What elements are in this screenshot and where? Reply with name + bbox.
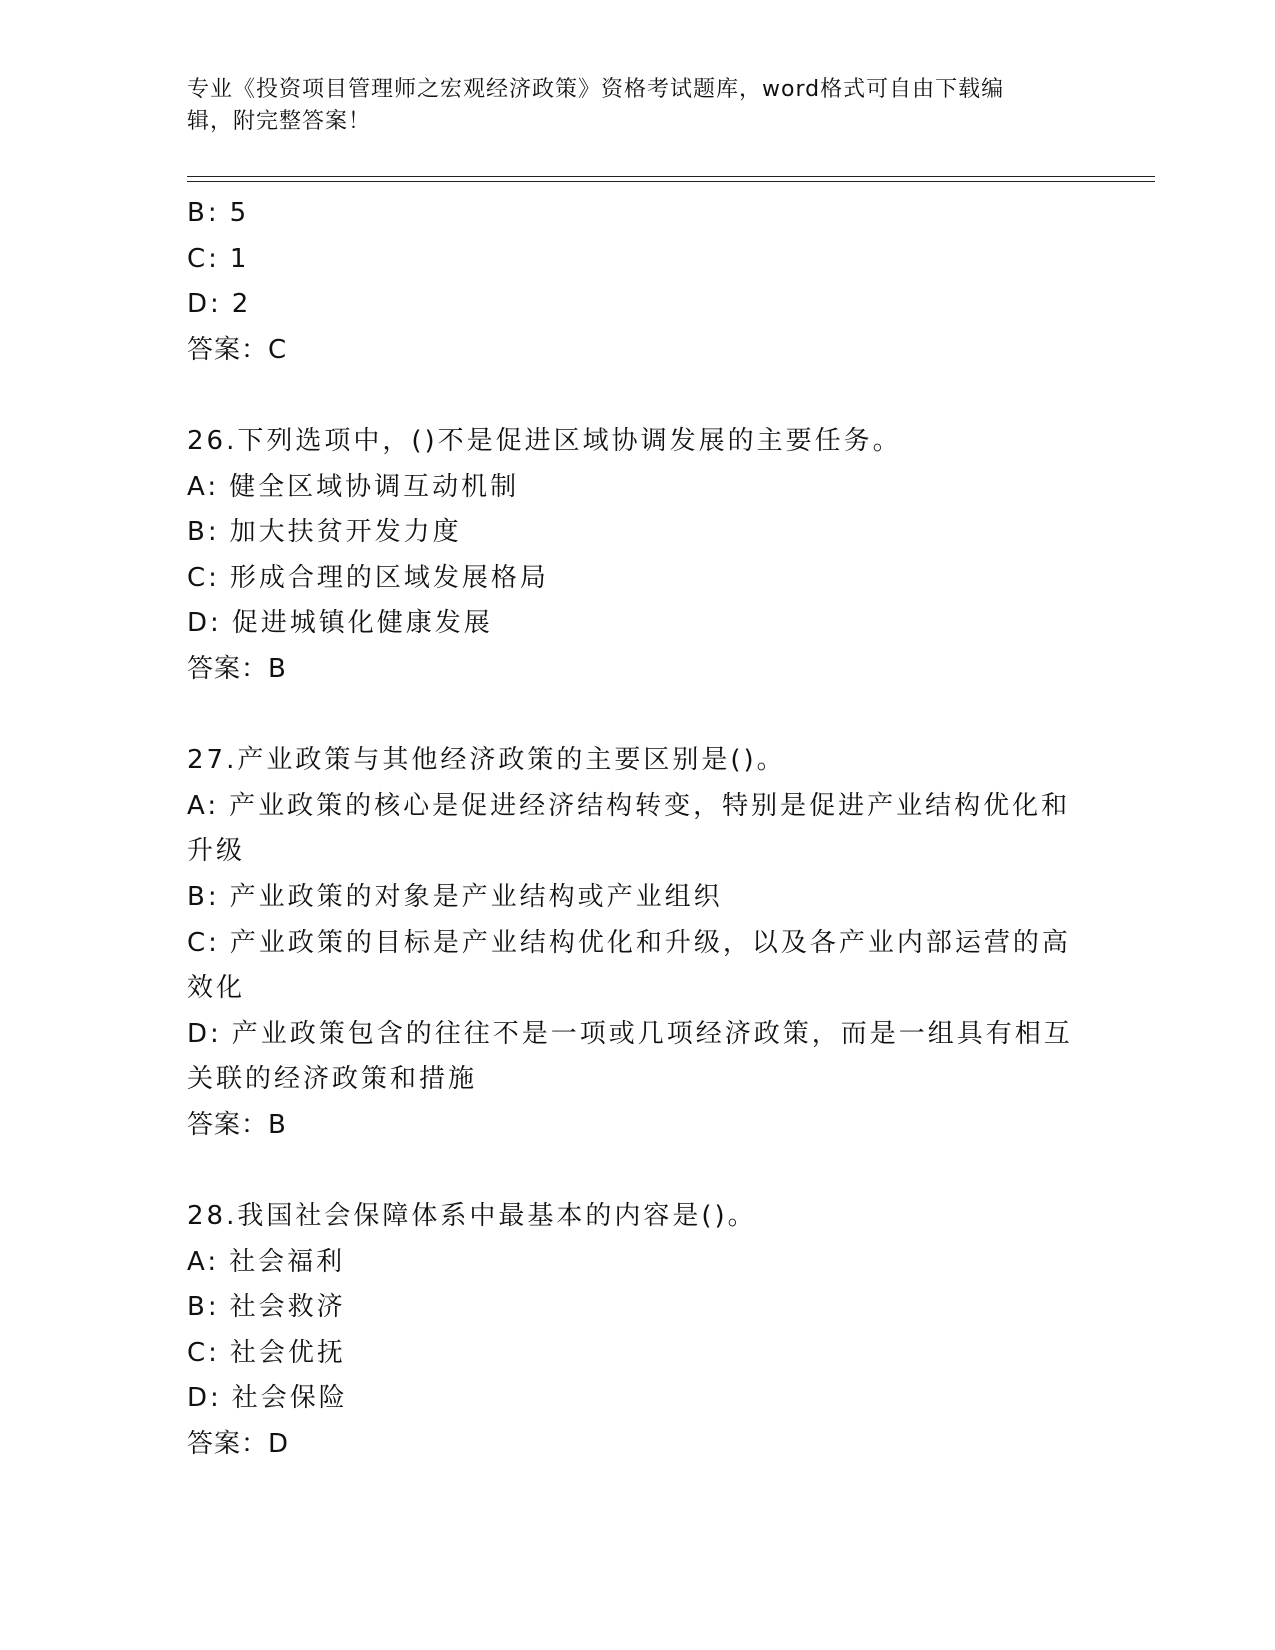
option-c: C: 社会优抚 [187, 1337, 346, 1368]
header-line-2: 辑，附完整答案！ [187, 109, 372, 134]
option-b: B: 社会救济 [187, 1292, 346, 1323]
answer: 答案：B [187, 1109, 287, 1140]
option-d: D: 促进城镇化健康发展 [187, 608, 493, 639]
option-a: A: 健全区域协调互动机制 [187, 471, 520, 502]
question-list [187, 191, 1077, 1468]
option-b: B: 5 [187, 198, 250, 228]
option-a: A: 社会福利 [187, 1246, 346, 1277]
header-rule-top [187, 176, 1155, 177]
question-stem: 26.下列选项中，()不是促进区域协调发展的主要任务。 [187, 425, 902, 456]
option-d: D: 2 [187, 289, 252, 320]
question-26 [187, 419, 1077, 693]
answer: 答案：C [187, 334, 288, 365]
header-line-1: 专业《投资项目管理师之宏观经济政策》资格考试题库，word格式可自由下载编 [187, 77, 1005, 102]
option-d: D: 社会保险 [187, 1383, 348, 1414]
answer: 答案：D [187, 1429, 290, 1460]
answer: 答案：B [187, 653, 287, 684]
option-b: B: 产业政策的对象是产业结构或产业组织 [187, 881, 723, 912]
document-header [187, 74, 1067, 138]
header-rule-bottom [187, 181, 1155, 182]
question-stem: 27.产业政策与其他经济政策的主要区别是()。 [187, 745, 786, 776]
option-c: C: 1 [187, 243, 250, 274]
option-b: B: 加大扶贫开发力度 [187, 517, 462, 548]
question-25-tail [187, 191, 1077, 373]
question-27 [187, 738, 1077, 1148]
option-c: C: 形成合理的区域发展格局 [187, 562, 549, 593]
option-a: A: 产业政策的核心是促进经济结构转变，特别是促进产业结构优化和升级 [187, 790, 1071, 867]
question-stem: 28.我国社会保障体系中最基本的内容是()。 [187, 1201, 757, 1232]
option-d: D: 产业政策包含的往往不是一项或几项经济政策，而是一组具有相互关联的经济政策和措施 [187, 1018, 1073, 1095]
question-28 [187, 1194, 1077, 1468]
option-c: C: 产业政策的目标是产业结构优化和升级，以及各产业内部运营的高效化 [187, 927, 1071, 1004]
